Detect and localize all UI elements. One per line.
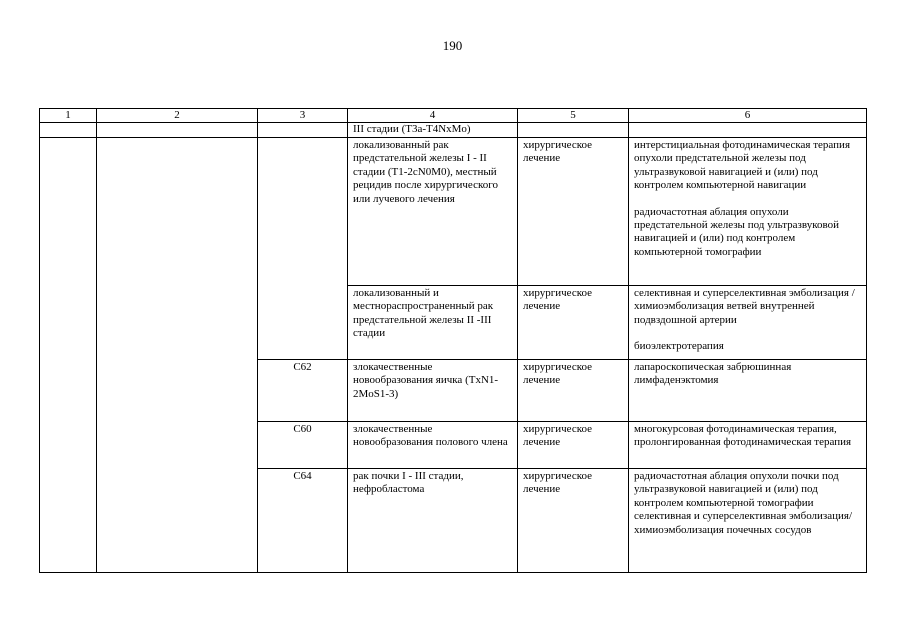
- methods-cell: [629, 138, 867, 286]
- method-text: радиочастотная аблация опухоли предстательной железы под ультразвуковой навигацией и (или) под контролем компьютерной томографии: [634, 205, 839, 258]
- column-number: 5: [518, 109, 629, 123]
- methods-cell: [629, 422, 867, 469]
- diagnosis-cell: злокачественные новообразования полового члена: [348, 422, 518, 469]
- diagnosis-cell: локализованный рак предстательной железы I - II стадии (T1-2cN0M0), местный рецидив после хирургического или лучевого лечения: [348, 138, 518, 286]
- table-row: [40, 138, 867, 286]
- diagnosis-continuation: III стадии (T3a-T4NxMo): [348, 123, 518, 138]
- code-cell: [258, 138, 348, 360]
- method-text: селективная и суперселективная эмболизация /химиоэмболизация ветвей внутренней подвздошной артерии: [634, 287, 855, 326]
- column-number: 6: [629, 109, 867, 123]
- code-cell: C62: [258, 360, 348, 422]
- treatment-table: [39, 108, 867, 573]
- column-1-cell: [40, 138, 97, 573]
- method-text: интерстициальная фотодинамическая терапия опухоли предстательной железы под ультразвуковой навигацией и (или) под контролем компьютерной навигации: [634, 139, 851, 192]
- methods-cell: [629, 286, 867, 360]
- column-number-row: [40, 109, 867, 123]
- diagnosis-cell: рак почки I - III стадии, нефробластома: [348, 469, 518, 573]
- treatment-cell: хирургическое лечение: [518, 422, 629, 469]
- column-2-cell: [97, 138, 258, 573]
- treatment-cell: хирургическое лечение: [518, 286, 629, 360]
- continuation-row: [40, 123, 867, 138]
- diagnosis-cell: локализованный и местнораспространенный рак предстательной железы II -III стадии: [348, 286, 518, 360]
- method-text: селективная и суперселективная эмболизация/химиоэмболизация почечных сосудов: [634, 510, 853, 536]
- treatment-cell: хирургическое лечение: [518, 360, 629, 422]
- method-text: многокурсовая фотодинамическая терапия, пролонгированная фотодинамическая терапия: [634, 423, 852, 449]
- column-number: 4: [348, 109, 518, 123]
- column-number: 3: [258, 109, 348, 123]
- column-number: 1: [40, 109, 97, 123]
- method-text: радиочастотная аблация опухоли почки под ультразвуковой навигацией и (или) под контролем компьютерной томографии: [634, 470, 839, 509]
- treatment-cell: хирургическое лечение: [518, 138, 629, 286]
- treatment-cell: хирургическое лечение: [518, 469, 629, 573]
- page-number: 190: [442, 38, 463, 53]
- code-cell: C60: [258, 422, 348, 469]
- methods-cell: [629, 360, 867, 422]
- method-text: биоэлектротерапия: [634, 340, 724, 353]
- diagnosis-cell: злокачественные новообразования яичка (TxN1-2MoS1-3): [348, 360, 518, 422]
- code-cell: C64: [258, 469, 348, 573]
- column-number: 2: [97, 109, 258, 123]
- method-text: лапароскопическая забрюшинная лимфаденэктомия: [634, 361, 792, 387]
- methods-cell: [629, 469, 867, 573]
